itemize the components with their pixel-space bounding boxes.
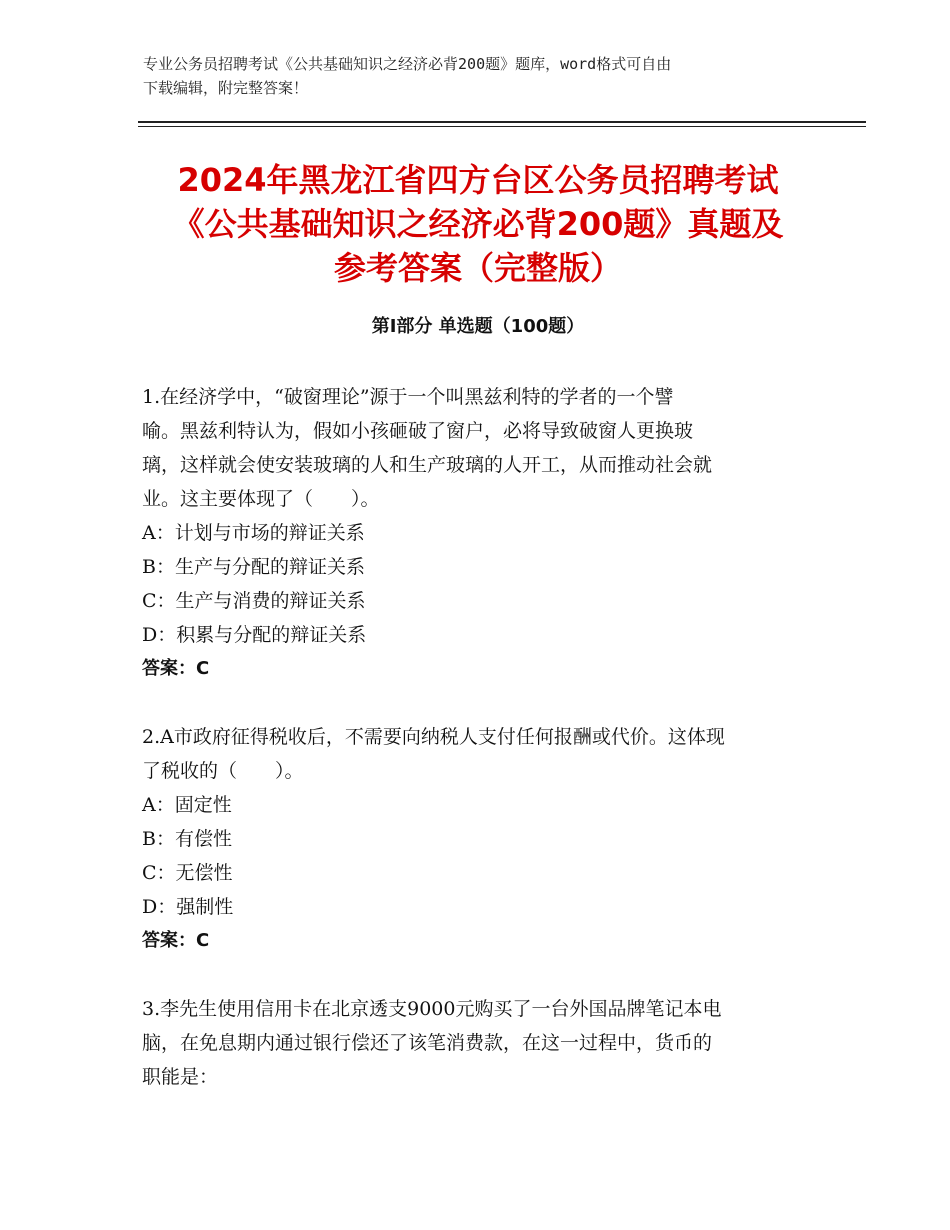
question-1-option-b: B：生产与分配的辩证关系	[142, 556, 365, 578]
question-2-answer: 答案：C	[142, 930, 210, 951]
header-divider-thin	[138, 126, 866, 127]
spacer	[142, 958, 822, 992]
question-1-answer: 答案：C	[142, 658, 210, 679]
question-1-option-a: A：计划与市场的辩证关系	[142, 522, 365, 544]
question-2-line-2: 了税收的（ ）。	[142, 760, 304, 782]
question-2-line-1: 2.A市政府征得税收后，不需要向纳税人支付任何报酬或代价。这体现	[142, 726, 725, 748]
question-3-line-1: 3.李先生使用信用卡在北京透支9000元购买了一台外国品牌笔记本电	[142, 998, 722, 1020]
question-1-option-c: C：生产与消费的辩证关系	[142, 590, 366, 612]
question-2-option-b: B：有偿性	[142, 828, 232, 850]
header-note-line-1: 专业公务员招聘考试《公共基础知识之经济必背200题》题库，word格式可自由	[143, 55, 672, 73]
question-2-option-c: C：无偿性	[142, 862, 233, 884]
question-1-line-2: 喻。黑兹利特认为，假如小孩砸破了窗户，必将导致破窗人更换玻	[142, 420, 694, 442]
title-line-2: 《公共基础知识之经济必背200题》真题及	[172, 205, 784, 243]
question-1	[142, 380, 822, 686]
question-3	[142, 992, 822, 1094]
header-divider-thick	[138, 121, 866, 123]
section-heading: 第Ⅰ部分 单选题（100题）	[371, 316, 585, 337]
document-title	[138, 158, 818, 290]
question-2	[142, 720, 822, 958]
question-1-option-d: D：积累与分配的辩证关系	[142, 624, 367, 646]
header-note-line-2: 下载编辑，附完整答案！	[143, 79, 309, 97]
question-3-line-3: 职能是：	[142, 1066, 219, 1088]
question-1-line-3: 璃，这样就会使安装玻璃的人和生产玻璃的人开工，从而推动社会就	[142, 454, 713, 476]
question-2-option-d: D：强制性	[142, 896, 234, 918]
question-1-line-4: 业。这主要体现了（ ）。	[142, 488, 380, 510]
question-2-option-a: A：固定性	[142, 794, 232, 816]
question-1-line-1: 1.在经济学中，“破窗理论”源于一个叫黑兹利特的学者的一个譬	[142, 386, 674, 408]
title-line-1: 2024年黑龙江省四方台区公务员招聘考试	[177, 161, 779, 199]
spacer	[142, 686, 822, 720]
question-list	[142, 380, 822, 1094]
title-line-3: 参考答案（完整版）	[333, 249, 622, 287]
header-note	[143, 52, 823, 100]
question-3-line-2: 脑，在免息期内通过银行偿还了该笔消费款，在这一过程中，货币的	[142, 1032, 713, 1054]
